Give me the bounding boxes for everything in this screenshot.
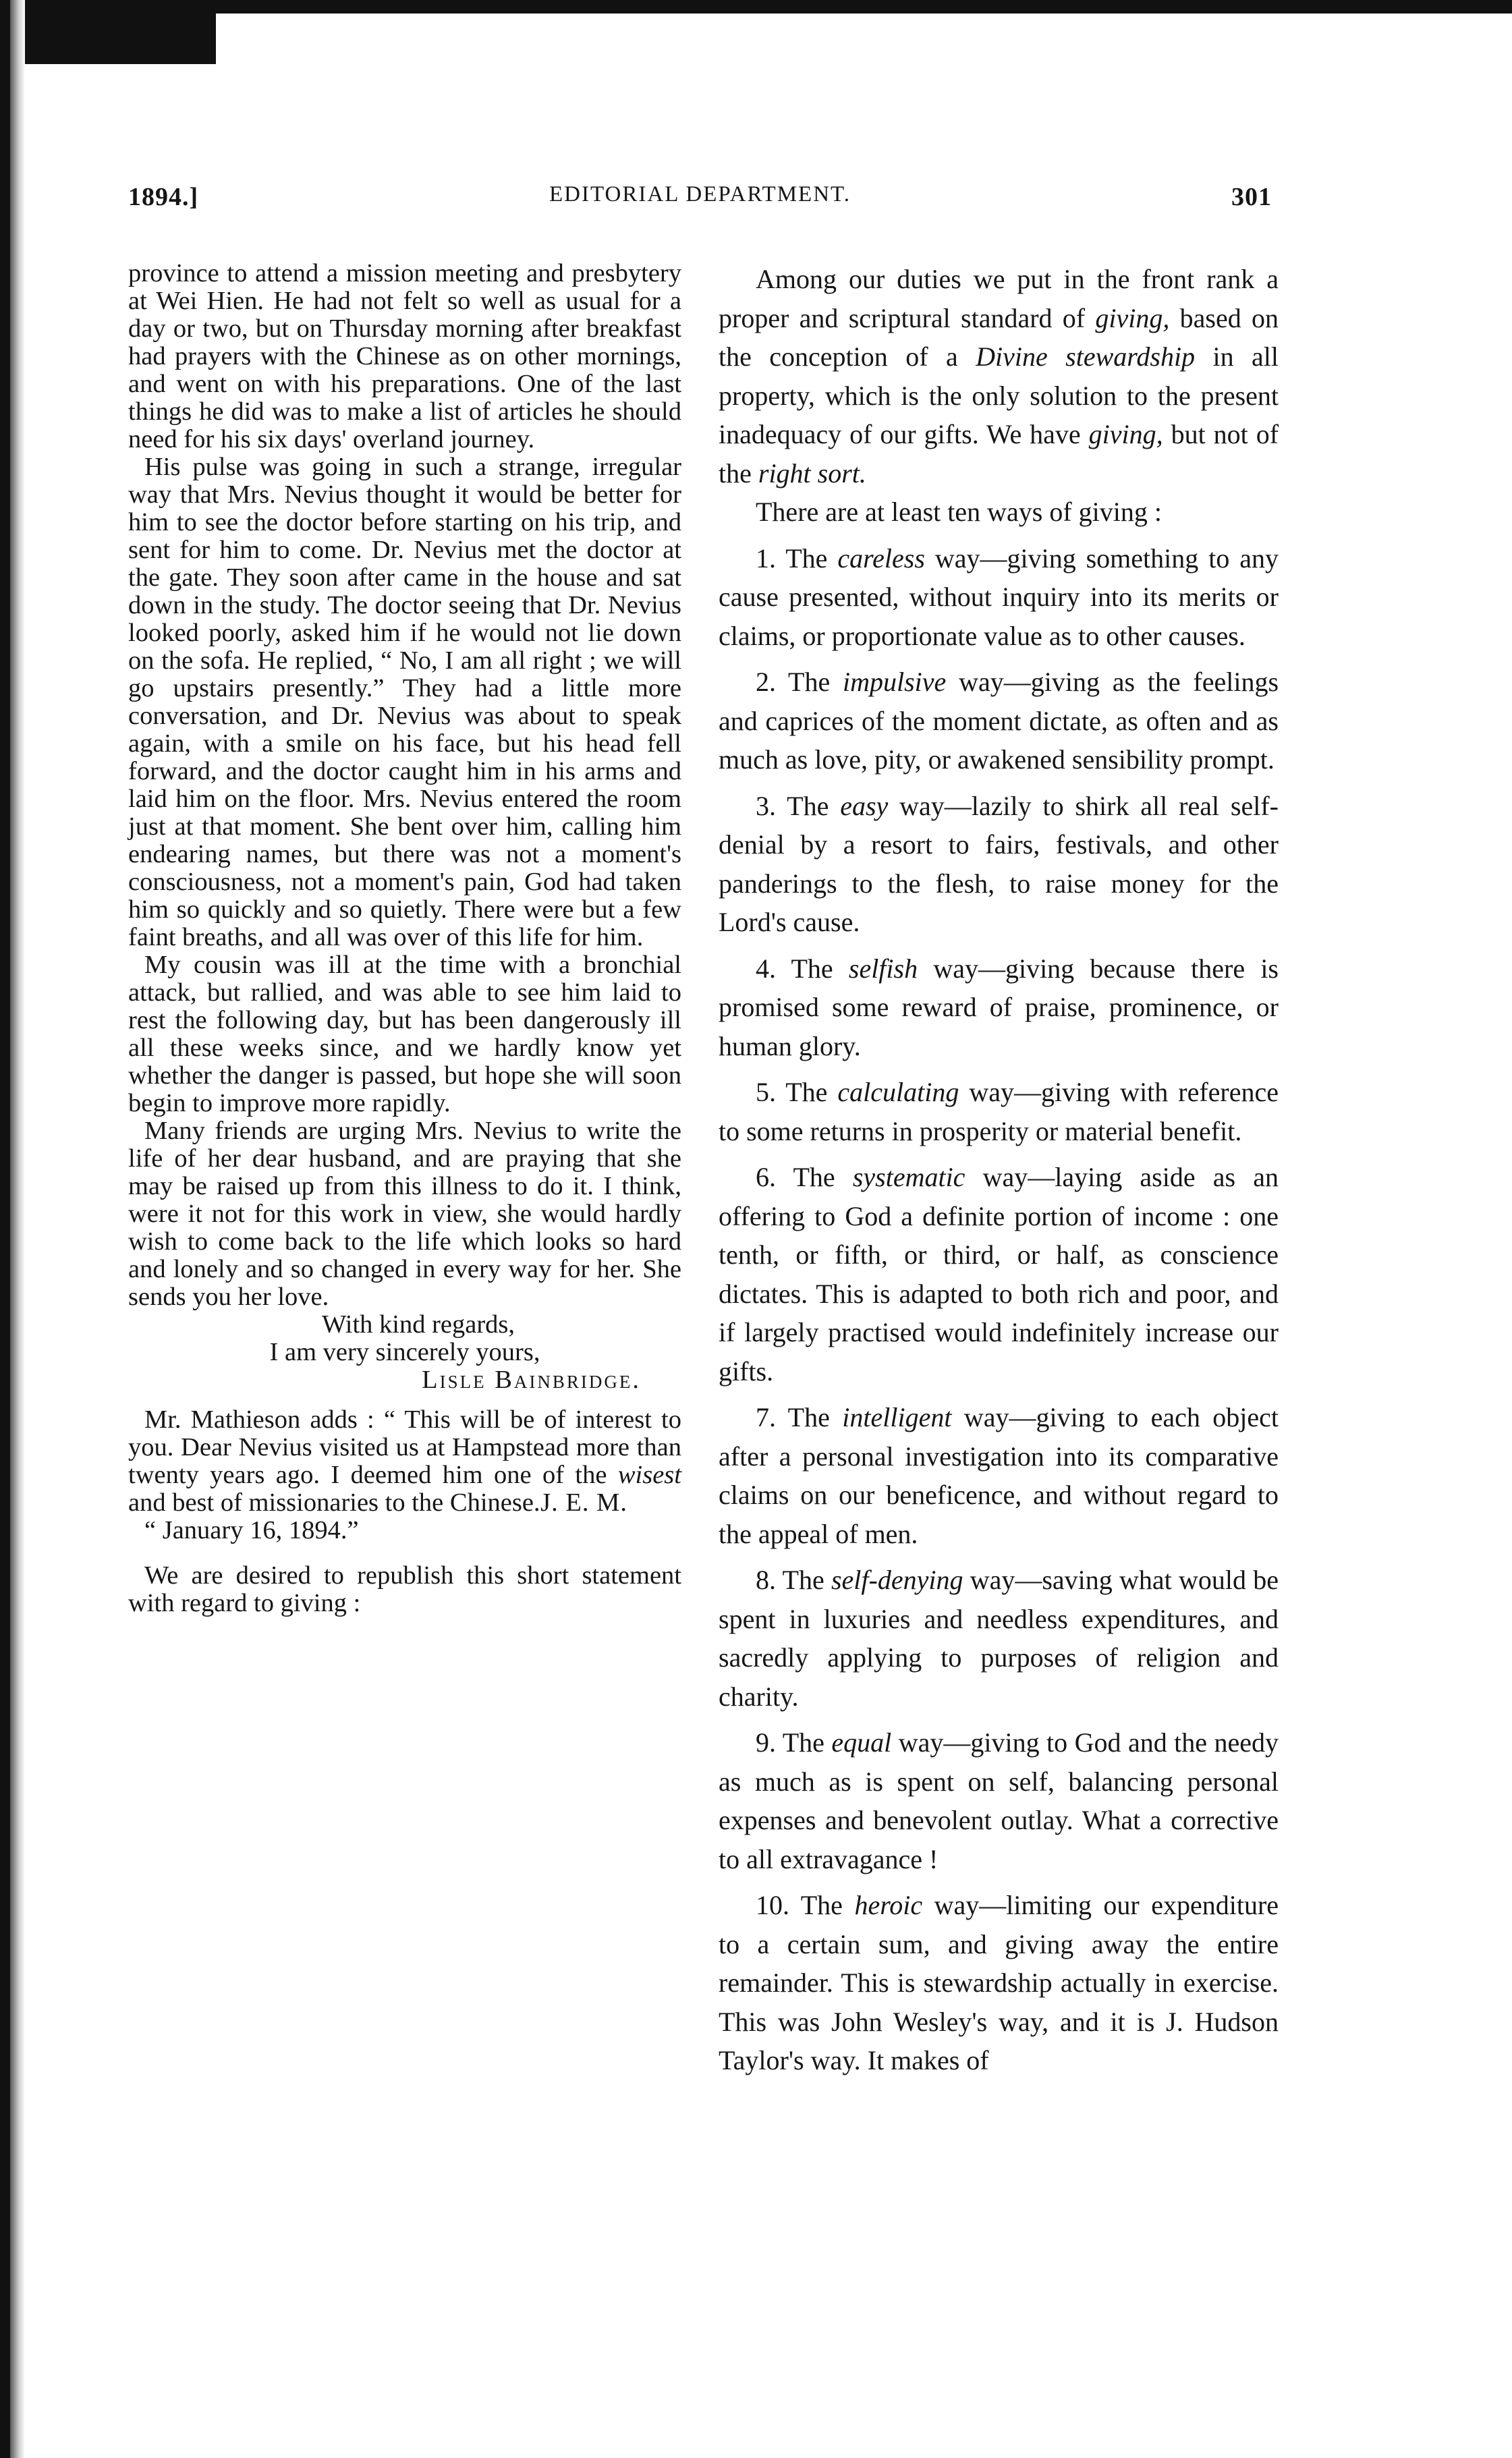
- letter-date: “ January 16, 1894.”: [144, 1516, 359, 1544]
- way-keyword: careless: [837, 542, 925, 574]
- way-item: [719, 1561, 1279, 1716]
- header-year: 1894.]: [128, 183, 199, 211]
- way-item: [719, 539, 1279, 656]
- way-keyword: impulsive: [843, 667, 947, 697]
- way-text: way—giving to God and the needy as much as is spent on self, balancing personal expenses and benevolent outlay. What a corrective to all extravagance !: [719, 1727, 1279, 1874]
- right-column: [719, 260, 1279, 2419]
- way-keyword: equal: [831, 1727, 892, 1758]
- way-number: 10. The: [756, 1890, 843, 1920]
- text-run: Among our duties we put in the front rank a proper and scriptural standard of: [719, 264, 1279, 333]
- way-item: [719, 1886, 1279, 2080]
- way-item: [719, 787, 1279, 942]
- way-number: 1. The: [756, 542, 828, 574]
- way-text: way—saving what would be spent in luxuries and needless expenditures, and sacredly applying to purposes of religion and charity.: [719, 1565, 1279, 1712]
- way-text: way—laying aside as an offering to God a definite portion of income : one tenth, or fifth, or third, or half, as conscience dictates. This is adapted to both rich and poor, and if largely practised would indefinitely increase our gifts.: [719, 1162, 1279, 1387]
- italic-term: giving,: [1095, 302, 1170, 333]
- way-keyword: systematic: [852, 1162, 965, 1192]
- way-item: [719, 1398, 1279, 1553]
- way-keyword: calculating: [837, 1077, 959, 1107]
- ways-intro: There are at least ten ways of giving :: [756, 497, 1162, 527]
- text-run: and best of missionaries to the Chinese.: [128, 1488, 540, 1517]
- way-text: way—giving as the feelings and caprices of the moment dictate, as often and as much as love, pity, or awakened sensibility prompt.: [719, 667, 1279, 775]
- signature: Lisle Bainbridge.: [422, 1366, 641, 1394]
- way-number: 7. The: [756, 1402, 830, 1432]
- way-text: way—giving because there is promised some reward of praise, prominence, or human glory.: [719, 953, 1279, 1061]
- text-run: based on the conception of a: [719, 302, 1279, 372]
- way-number: 6. The: [756, 1162, 835, 1192]
- way-item: [719, 1073, 1279, 1150]
- page-number: 301: [1231, 183, 1272, 211]
- paragraph: Many friends are urging Mrs. Nevius to write the life of her dear husband, and are praying that she may be raised up from this illness to do it. I think, were it not for this work in view, she would hardly wish to come back to the life which looks so hard and lonely and so changed in every way for her. She sends you her love.: [128, 1117, 681, 1311]
- way-keyword: selfish: [848, 953, 918, 984]
- left-column: [128, 260, 681, 2419]
- text-run: in all property, which is the only solution to the present inadequacy of our gifts. We have: [719, 341, 1279, 449]
- way-keyword: self-denying: [831, 1565, 963, 1595]
- way-text: way—giving something to any cause presented, without inquiry into its merits or claims, or proportionate value as to other causes.: [719, 542, 1279, 651]
- way-number: 5. The: [756, 1077, 828, 1107]
- paragraph: province to attend a mission meeting and presbytery at Wei Hien. He had not felt so well as usual for a day or two, but on Thursday morning after breakfast had prayers with the Chinese as on other mornings, and went on with his preparations. One of the last things he did was to make a list of articles he should need for his six days' overland journey.: [128, 259, 681, 453]
- italic-word: wisest: [617, 1461, 681, 1489]
- way-keyword: intelligent: [842, 1402, 952, 1432]
- way-number: 9. The: [756, 1727, 824, 1758]
- closing-sincerely: I am very sincerely yours,: [269, 1338, 540, 1366]
- way-item: [719, 949, 1279, 1066]
- way-number: 2. The: [756, 667, 831, 697]
- paragraph: We are desired to republish this short statement with regard to giving :: [128, 1561, 681, 1617]
- way-item: [719, 1723, 1279, 1878]
- way-keyword: heroic: [854, 1890, 923, 1920]
- way-text: way—lazily to shirk all real self-denial by a resort to fairs, festivals, and other panderings to the flesh, to raise money for the Lord's cause.: [719, 790, 1279, 937]
- header-section-title: EDITORIAL DEPARTMENT.: [549, 182, 851, 206]
- way-keyword: easy: [840, 790, 889, 821]
- way-number: 4. The: [756, 953, 833, 984]
- way-number: 8. The: [756, 1565, 824, 1595]
- way-text: way—giving to each object after a personal investigation into its comparative claims on our beneficence, and without regard to the appeal of men.: [719, 1402, 1279, 1549]
- way-item: [719, 1158, 1279, 1391]
- way-text: way—giving with reference to some returns in prosperity or material benefit.: [719, 1077, 1279, 1146]
- way-number: 3. The: [756, 790, 829, 821]
- text-run: but not of the: [719, 419, 1279, 488]
- closing-regards: With kind regards,: [321, 1310, 515, 1339]
- italic-term: Divine stewardship: [976, 341, 1196, 372]
- initials: J. E. M.: [540, 1488, 627, 1517]
- way-text: way—limiting our expenditure to a certain sum, and giving away the entire remainder. This is stewardship actually in exercise. This was John Wesley's way, and it is J. Hudson Taylor's way. It makes of: [719, 1890, 1279, 2075]
- italic-term: right sort.: [758, 457, 866, 488]
- text-run: Mr. Mathieson adds : “ This will be of interest to you. Dear Nevius visited us at Hampstead more than twenty years ago. I deemed him one of the: [128, 1405, 681, 1489]
- running-header: [128, 182, 1272, 223]
- way-item: [719, 663, 1279, 779]
- italic-term: giving,: [1088, 419, 1163, 449]
- paragraph: His pulse was going in such a strange, irregular way that Mrs. Nevius thought it would be better for him to see the doctor before starting on his trip, and sent for him to come. Dr. Nevius met the doctor at the gate. They soon after came in the house and sat down in the study. The doctor seeing that Dr. Nevius looked poorly, asked him if he would not lie down on the sofa. He replied, “ No, I am all right ; we will go upstairs presently.” They had a little more conversation, and Dr. Nevius was about to speak again, with a smile on his face, but his head fell forward, and the doctor caught him in his arms and laid him on the floor. Mrs. Nevius entered the room just at that moment. She bent over him, calling him endearing names, but there was not a moment's consciousness, not a moment's pain, God had taken him so quickly and so quietly. There were but a few faint breaths, and all was over of this life for him.: [128, 453, 681, 951]
- paragraph: My cousin was ill at the time with a bronchial attack, but rallied, and was able to see him laid to rest the following day, but has been dangerously ill all these weeks since, and we hardly know yet whether the danger is passed, but hope she will soon begin to improve more rapidly.: [128, 951, 681, 1117]
- intro-paragraph: [719, 260, 1279, 493]
